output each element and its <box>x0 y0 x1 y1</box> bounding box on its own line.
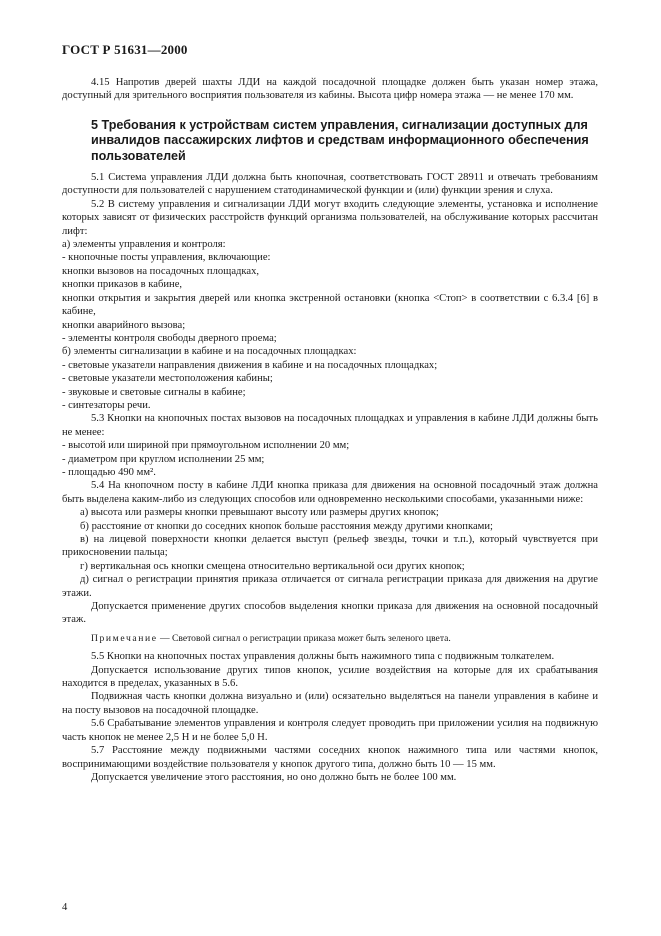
list-item: кнопки открытия и закрытия дверей или кнопка экстренной остановки (кнопка <Стоп> в соответствии с 6.3.4 [6] в кабине, <box>62 292 598 318</box>
note <box>62 632 598 645</box>
paragraph-5-6: 5.6 Срабатывание элементов управления и контроля следует проводить при приложении усилия на подвижную часть кнопок не менее 2,5 Н и не более 5,0 Н. <box>62 718 598 743</box>
paragraph-5-5-allowance: Допускается использование других типов кнопок, усилие воздействия на которые для их срабатывания находится в пределах, указанных в 5.6. <box>62 664 598 690</box>
list-item: - световые указатели направления движения в кабине и на посадочных площадках; <box>62 359 438 371</box>
list-item: а) элементы управления и контроля: <box>62 239 226 251</box>
note-text: — Световой сигнал о регистрации приказа может быть зеленого цвета. <box>157 632 451 644</box>
section-5-title: 5 Требования к устройствам систем управления, сигнализации доступных для инвалидов пассажирских лифтов и средствам информационного обеспечения пользователей <box>91 117 589 163</box>
list-item: - световые указатели местоположения кабины; <box>62 373 273 385</box>
list-item: - синтезаторы речи. <box>62 399 151 411</box>
paragraph-5-1: 5.1 Система управления ЛДИ должна быть кнопочная, соответствовать ГОСТ 28911 и отвечать требованиям доступности для пользователей с нарушением статодинамической функции и (или) функции зрения и слуха. <box>62 172 598 197</box>
list-item: кнопки вызовов на посадочных площадках, <box>62 265 260 277</box>
list-item: кнопки приказов в кабине, <box>62 279 183 291</box>
paragraph-5-7-allowance: Допускается увеличение этого расстояния, но оно должно быть не более 100 мм. <box>91 771 457 783</box>
page-number: 4 <box>62 902 68 913</box>
list-item: - диаметром при круглом исполнении 25 мм; <box>62 453 265 465</box>
list-item: г) вертикальная ось кнопки смещена относительно вертикальной оси других кнопок; <box>80 560 465 572</box>
paragraph-5-5: 5.5 Кнопки на кнопочных постах управления должны быть нажимного типа с подвижным толкателем. <box>91 651 555 663</box>
list-item: - площадью 490 мм². <box>62 466 156 478</box>
list-item: - высотой или шириной при прямоугольном исполнении 20 мм; <box>62 440 350 452</box>
document-header: ГОСТ Р 51631—2000 <box>62 42 188 57</box>
list-item: б) элементы сигнализации в кабине и на посадочных площадках: <box>62 346 357 358</box>
paragraph-5-2: 5.2 В систему управления и сигнализации ЛДИ могут входить следующие элементы, установка и исполнение которых зависят от физических расстройств функций организма пользователей, на обслуживание которых рассчитан лифт: <box>62 198 598 237</box>
list-item: б) расстояние от кнопки до соседних кнопок больше расстояния между другими кнопками; <box>80 520 493 532</box>
list-item: - элементы контроля свободы дверного проема; <box>62 332 277 344</box>
list-item: д) сигнал о регистрации принятия приказа отличается от сигнала регистрации приказа для движения на другие этажи. <box>62 574 598 599</box>
list-item: кнопки аварийного вызова; <box>62 319 186 331</box>
list-item: в) на лицевой поверхности кнопки делается выступ (рельеф звезды, точки и т.п.), который чувствуется при прикосновении пальца; <box>62 534 598 559</box>
note-label: Примечание <box>91 632 158 644</box>
paragraph-5-4: 5.4 На кнопочном посту в кабине ЛДИ кнопка приказа для движения на основной посадочный этаж должна быть выделена каким-либо из следующих способов или одновременно несколькими способами, указанными ниже: <box>62 480 598 505</box>
list-item: - кнопочные посты управления, включающие: <box>62 252 271 264</box>
document-body <box>62 76 598 784</box>
paragraph-5-3: 5.3 Кнопки на кнопочных постах вызовов на посадочных площадках и управления в кабине ЛДИ должны быть не менее: <box>62 413 598 438</box>
paragraph-5-7: 5.7 Расстояние между подвижными частями соседних кнопок нажимного типа или частями кнопок, воспринимающими воздействие пользователя у кнопок другого типа, должно быть 10 — 15 мм. <box>62 745 598 770</box>
paragraph-4-15: 4.15 Напротив дверей шахты ЛДИ на каждой посадочной площадке должен быть указан номер этажа, доступный для зрительного восприятия пользователя из кабины. Высота цифр номера этажа — не менее 170 мм. <box>62 77 598 102</box>
list-item: а) высота или размеры кнопки превышают высоту или размеры других кнопок; <box>80 507 439 519</box>
list-item: - звуковые и световые сигналы в кабине; <box>62 386 246 398</box>
paragraph-5-5-moving-part: Подвижная часть кнопки должна визуально и (или) осязательно выделяться на панели управления в кабине и на посту вызовов на посадочной площадке. <box>62 691 598 716</box>
paragraph-5-4-allowance: Допускается применение других способов выделения кнопки приказа для движения на основной посадочный этаж. <box>62 601 598 626</box>
